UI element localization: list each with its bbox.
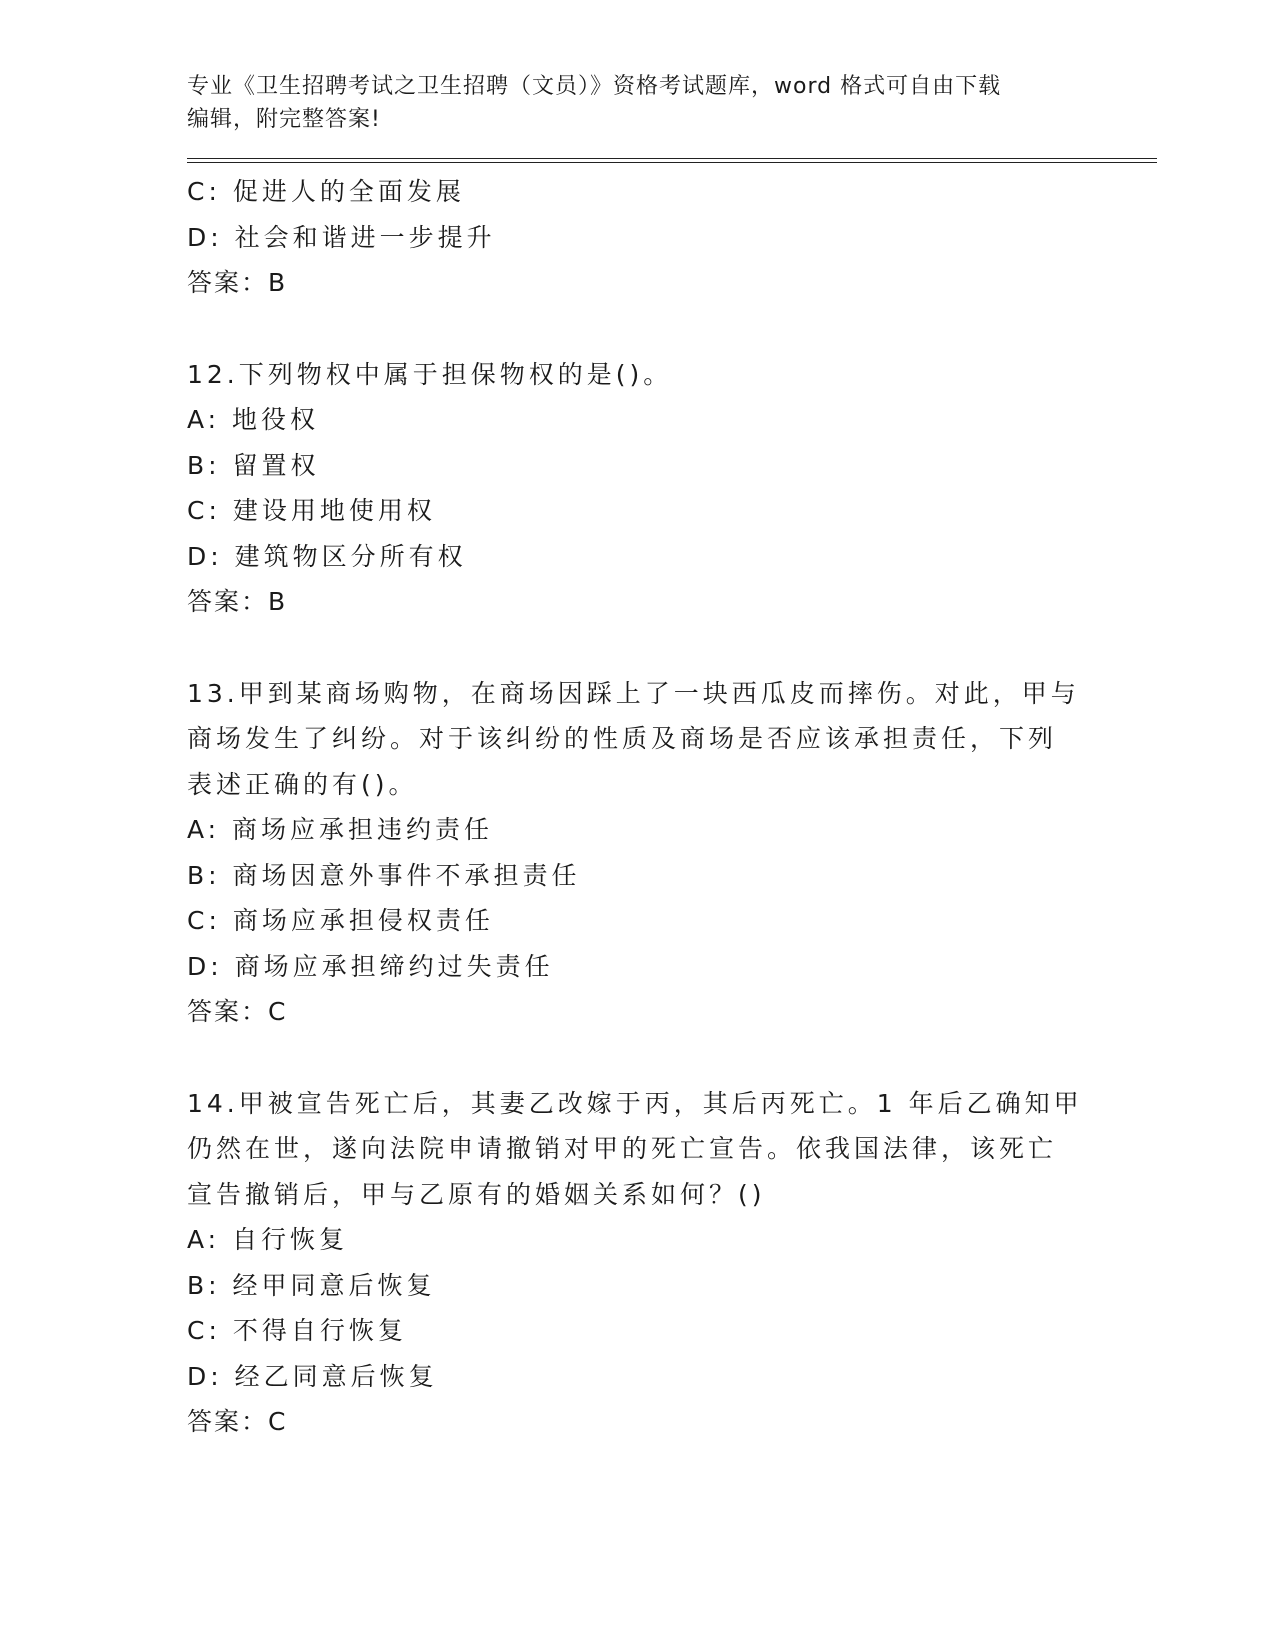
option-d: D: 社会和谐进一步提升 [187,222,496,252]
question-stem-line-1: 13.甲到某商场购物，在商场因踩上了一块西瓜皮而摔伤。对此，甲与 [187,678,1080,708]
option-c: C: 商场应承担侵权责任 [187,906,494,935]
spacer [187,1035,1157,1081]
option-d: D: 商场应承担缔约过失责任 [187,951,554,981]
question-12 [187,352,1157,625]
option-b: B: 经甲同意后恢复 [187,1270,436,1300]
option-a: A: 自行恢复 [187,1225,349,1254]
answer: 答案：B [187,587,288,616]
option-d: D: 经乙同意后恢复 [187,1361,438,1391]
question-11-continued [187,169,1157,306]
option-c: C: 建设用地使用权 [187,496,436,525]
header-line-2: 编辑，附完整答案! [187,107,381,132]
question-stem-line-3: 宣告撤销后，甲与乙原有的婚姻关系如何？() [187,1179,766,1209]
question-stem-line-3: 表述正确的有()。 [187,769,418,799]
question-14 [187,1081,1157,1445]
answer: 答案：C [187,1407,288,1436]
header-line-1: 专业《卫生招聘考试之卫生招聘（文员）》资格考试题库，word 格式可自由下载 [187,74,1002,99]
question-13 [187,671,1157,1035]
option-a: A: 商场应承担违约责任 [187,815,494,844]
option-a: A: 地役权 [187,405,320,434]
question-stem: 12.下列物权中属于担保物权的是()。 [187,359,673,389]
spacer [187,306,1157,352]
option-c: C: 不得自行恢复 [187,1316,407,1345]
document-page [187,70,1157,1445]
header-divider [187,158,1157,163]
spacer [187,625,1157,671]
document-header [187,70,1157,136]
answer: 答案：B [187,268,288,297]
question-stem-line-1: 14.甲被宣告死亡后，其妻乙改嫁于丙，其后丙死亡。1 年后乙确知甲 [187,1088,1083,1118]
option-b: B: 留置权 [187,450,320,480]
question-stem-line-2: 商场发生了纠纷。对于该纠纷的性质及商场是否应该承担责任，下列 [187,724,1058,753]
option-d: D: 建筑物区分所有权 [187,541,467,571]
answer: 答案：C [187,997,288,1026]
question-stem-line-2: 仍然在世，遂向法院申请撤销对甲的死亡宣告。依我国法律，该死亡 [187,1134,1058,1163]
option-b: B: 商场因意外事件不承担责任 [187,860,581,890]
option-c: C: 促进人的全面发展 [187,177,465,206]
